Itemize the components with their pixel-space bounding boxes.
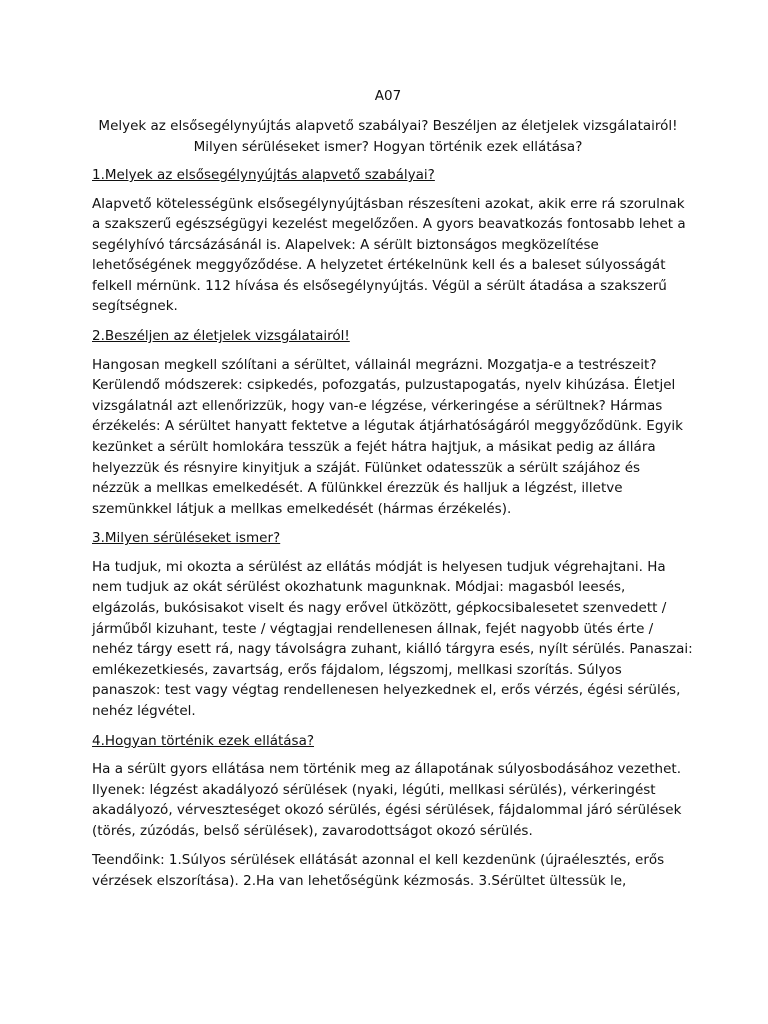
text-line: (törés, zúzódás, belső sérülések), zavarodottságot okozó sérülés.: [92, 822, 533, 839]
text-line: Alapvető kötelességünk elsősegélynyújtásban részesíteni azokat, akik erre rá szorulnak: [92, 195, 685, 212]
text-line: emlékezetkiesés, zavartság, erős fájdalom, légszomj, mellkasi szorítás. Súlyos: [92, 661, 622, 678]
text-line: nem tudjuk az okát sérülést okozhatunk magunknak. Módjai: magasból leesés,: [92, 579, 626, 596]
question-line: Milyen sérüléseket ismer? Hogyan történik ezek ellátása?: [193, 138, 583, 155]
text-line: panaszok: test vagy végtag rendellenesen helyezkednek el, erős vérzés, égési sérülés,: [92, 682, 681, 699]
text-line: segélyhívó tárcsázásánál is. Alapelvek: A sérült biztonságos megközelítése: [92, 236, 599, 253]
section-2-paragraph: [92, 355, 684, 520]
section-1-paragraph: [92, 194, 684, 318]
text-line: felkell mérnünk. 112 hívása és elsősegélynyújtás. Végül a sérült átadása a szakszerű: [92, 277, 667, 294]
text-line: a szakszerű egészségügyi kezelést megelőzően. A gyors beavatkozás fontosabb lehet a: [92, 216, 686, 233]
text-line: Kerülendő módszerek: csipkedés, pofozgatás, pulzustapogatás, nyelv kihúzása. Életjel: [92, 377, 676, 394]
text-line: nézzük a mellkas emelkedését. A fülünkkel érezzük és halljuk a légzést, illetve: [92, 480, 623, 497]
text-line: érzékelés: A sérültet hanyatt fektetve a légutak átjárhatóságáról meggyőződünk. Egyik: [92, 418, 683, 435]
text-line: nehéz tárgy esett rá, nagy távolságra zuhant, kiálló tárgyra esés, nyílt sérülés. Panaszai:: [92, 641, 693, 658]
text-line: kezünket a sérült homlokára tesszük a fejét hátra hajtjuk, a másikat pedig az állára: [92, 438, 656, 455]
section-4-paragraph: [92, 759, 684, 841]
text-line: Ha tudjuk, mi okozta a sérülést az ellátás módját is helyesen tudjuk végrehajtani. Ha: [92, 558, 666, 575]
text-line: segítségnek.: [92, 298, 178, 315]
document-code: A07: [374, 88, 402, 104]
text-line: Teendőink: 1.Súlyos sérülések ellátását azonnal el kell kezdenünk (újraélesztés, erős: [92, 852, 665, 869]
section-heading-3: 3.Milyen sérüléseket ismer?: [92, 530, 281, 547]
text-line: vérzések elszorítása). 2.Ha van lehetőségünk kézmosás. 3.Sérültet ültessük le,: [92, 873, 627, 890]
question-line: Melyek az elsősegélynyújtás alapvető szabályai? Beszéljen az életjelek vizsgálatairól!: [98, 118, 678, 134]
document-page: [92, 86, 693, 901]
text-line: vizsgálatnál azt ellenőrizzük, hogy van-e légzése, vérkeringése a sérültnek? Hármas: [92, 397, 663, 414]
text-line: Ha a sérült gyors ellátása nem történik meg az állapotának súlyosbodásához vezethet.: [92, 761, 681, 778]
section-heading-1: 1.Melyek az elsősegélynyújtás alapvető szabályai?: [92, 167, 435, 183]
section-3-paragraph: [92, 557, 693, 722]
text-line: járműből kizuhant, teste / végtagjai rendellenesen állnak, fejét nagyobb ütés érte /: [92, 620, 654, 637]
exam-questions: [92, 116, 684, 157]
text-line: elgázolás, bukósisakot viselt és nagy erővel ütközött, gépkocsibalesetet szenvedett /: [92, 600, 667, 616]
text-line: nehéz légvétel.: [92, 702, 196, 719]
text-line: lehetőségének meggyőződése. A helyzetet értékelnünk kell és a baleset súlyosságát: [92, 257, 666, 274]
text-line: Hangosan megkell szólítani a sérültet, vállainál megrázni. Mozgatja-e a testrészeit?: [92, 356, 657, 373]
text-line: akadályozó, vérveszteséget okozó sérülés, égési sérülések, fájdalommal járó sérülések: [92, 802, 682, 819]
text-line: szemünkkel látjuk a mellkas emelkedését (hármas érzékelés).: [92, 500, 512, 517]
section-heading-4: 4.Hogyan történik ezek ellátása?: [92, 732, 315, 749]
section-4-paragraph-tasks: [92, 850, 684, 891]
section-heading-2: 2.Beszéljen az életjelek vizsgálatairól!: [92, 328, 350, 345]
text-line: Ilyenek: légzést akadályozó sérülések (nyaki, légúti, mellkasi sérülés), vérkeringést: [92, 781, 656, 798]
text-line: helyezzük és résnyire kinyitjuk a száját. Fülünket odatesszük a sérült szájához és: [92, 459, 641, 476]
